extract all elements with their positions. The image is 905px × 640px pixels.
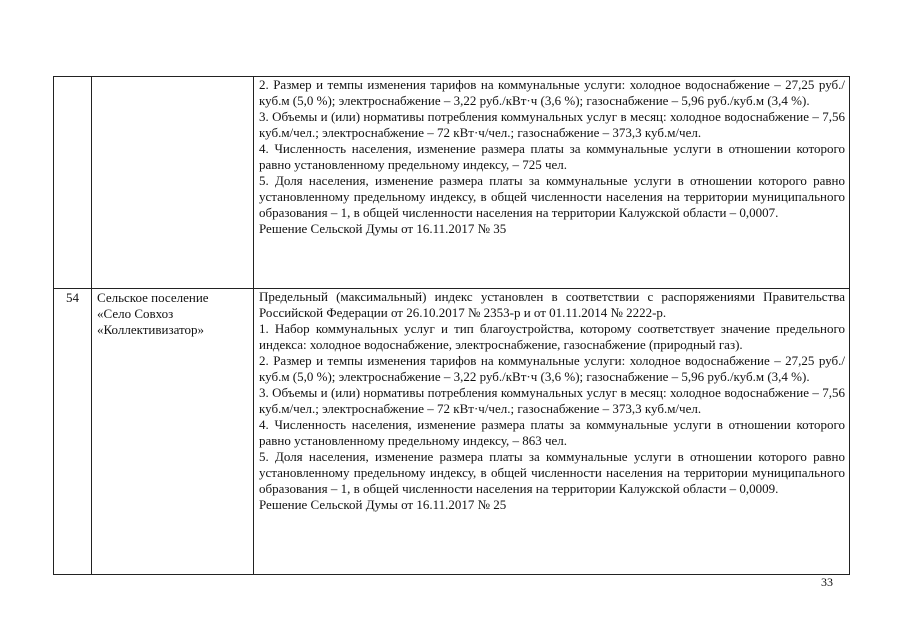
document-table — [53, 76, 850, 575]
consumption-paragraph: 3. Объемы и (или) нормативы потребления коммунальных услуг в месяц: холодное водоснабжение – 7,56 куб.м/чел.; электроснабжение – 72 кВт·ч/чел.; газоснабжение – 373,3 куб.м/чел. — [259, 385, 845, 416]
consumption-paragraph: 3. Объемы и (или) нормативы потребления коммунальных услуг в месяц: холодное водоснабжение – 7,56 куб.м/чел.; электроснабжение – 72 кВт·ч/чел.; газоснабжение – 373,3 куб.м/чел. — [259, 109, 845, 140]
population-paragraph: 4. Численность населения, изменение размера платы за коммунальные услуги в отношении которого равно установленному предельному индексу, – 863 чел. — [259, 417, 845, 448]
table-row — [54, 289, 850, 575]
municipality-name-line: «Коллективизатор» — [97, 322, 205, 337]
services-paragraph: 1. Набор коммунальных услуг и тип благоустройства, которому соответствует значение предельного индекса: холодное водоснабжение, электроснабжение, газоснабжение (природный газ). — [259, 321, 845, 352]
share-paragraph: 5. Доля населения, изменение размера платы за коммунальные услуги в отношении которого равно установленному предельному индексу, в общей численности населения на территории муниципального образования – 1, в общей численности населения на территории Калужской области – 0,0009. — [259, 449, 845, 496]
municipality-name — [92, 77, 254, 289]
tariff-paragraph: 2. Размер и темпы изменения тарифов на коммунальные услуги: холодное водоснабжение – 27,25 руб./куб.м (5,0 %); электроснабжение – 3,22 руб./кВт·ч (3,6 %); газоснабжение – 5,96 руб./куб.м (3,4 %). — [259, 77, 845, 108]
share-paragraph: 5. Доля населения, изменение размера платы за коммунальные услуги в отношении которого равно установленному предельному индексу, в общей численности населения на территории муниципального образования – 1, в общей численности населения на территории Калужской области – 0,0007. — [259, 173, 845, 220]
municipality-name-line: «Село Совхоз — [97, 306, 174, 321]
row-number — [54, 77, 92, 289]
decision-line: Решение Сельской Думы от 16.11.2017 № 25 — [259, 497, 507, 512]
municipality-name — [92, 289, 254, 575]
row-number: 54 — [54, 289, 92, 575]
row-details — [254, 77, 850, 289]
municipality-name-line: Сельское поселение — [97, 290, 209, 305]
page-number: 33 — [821, 575, 833, 589]
decision-line: Решение Сельской Думы от 16.11.2017 № 35 — [259, 221, 507, 236]
table-row — [54, 77, 850, 289]
population-paragraph: 4. Численность населения, изменение размера платы за коммунальные услуги в отношении которого равно установленному предельному индексу, – 725 чел. — [259, 141, 845, 172]
tariff-paragraph: 2. Размер и темпы изменения тарифов на коммунальные услуги: холодное водоснабжение – 27,25 руб./куб.м (5,0 %); электроснабжение – 3,22 руб./кВт·ч (3,6 %); газоснабжение – 5,96 руб./куб.м (3,4 %). — [259, 353, 845, 384]
index-basis-paragraph: Предельный (максимальный) индекс установлен в соответствии с распоряжениями Правительства Российской Федерации от 26.10.2017 № 2353-р и от 01.11.2014 № 2222-р. — [259, 289, 845, 320]
row-details — [254, 289, 850, 575]
